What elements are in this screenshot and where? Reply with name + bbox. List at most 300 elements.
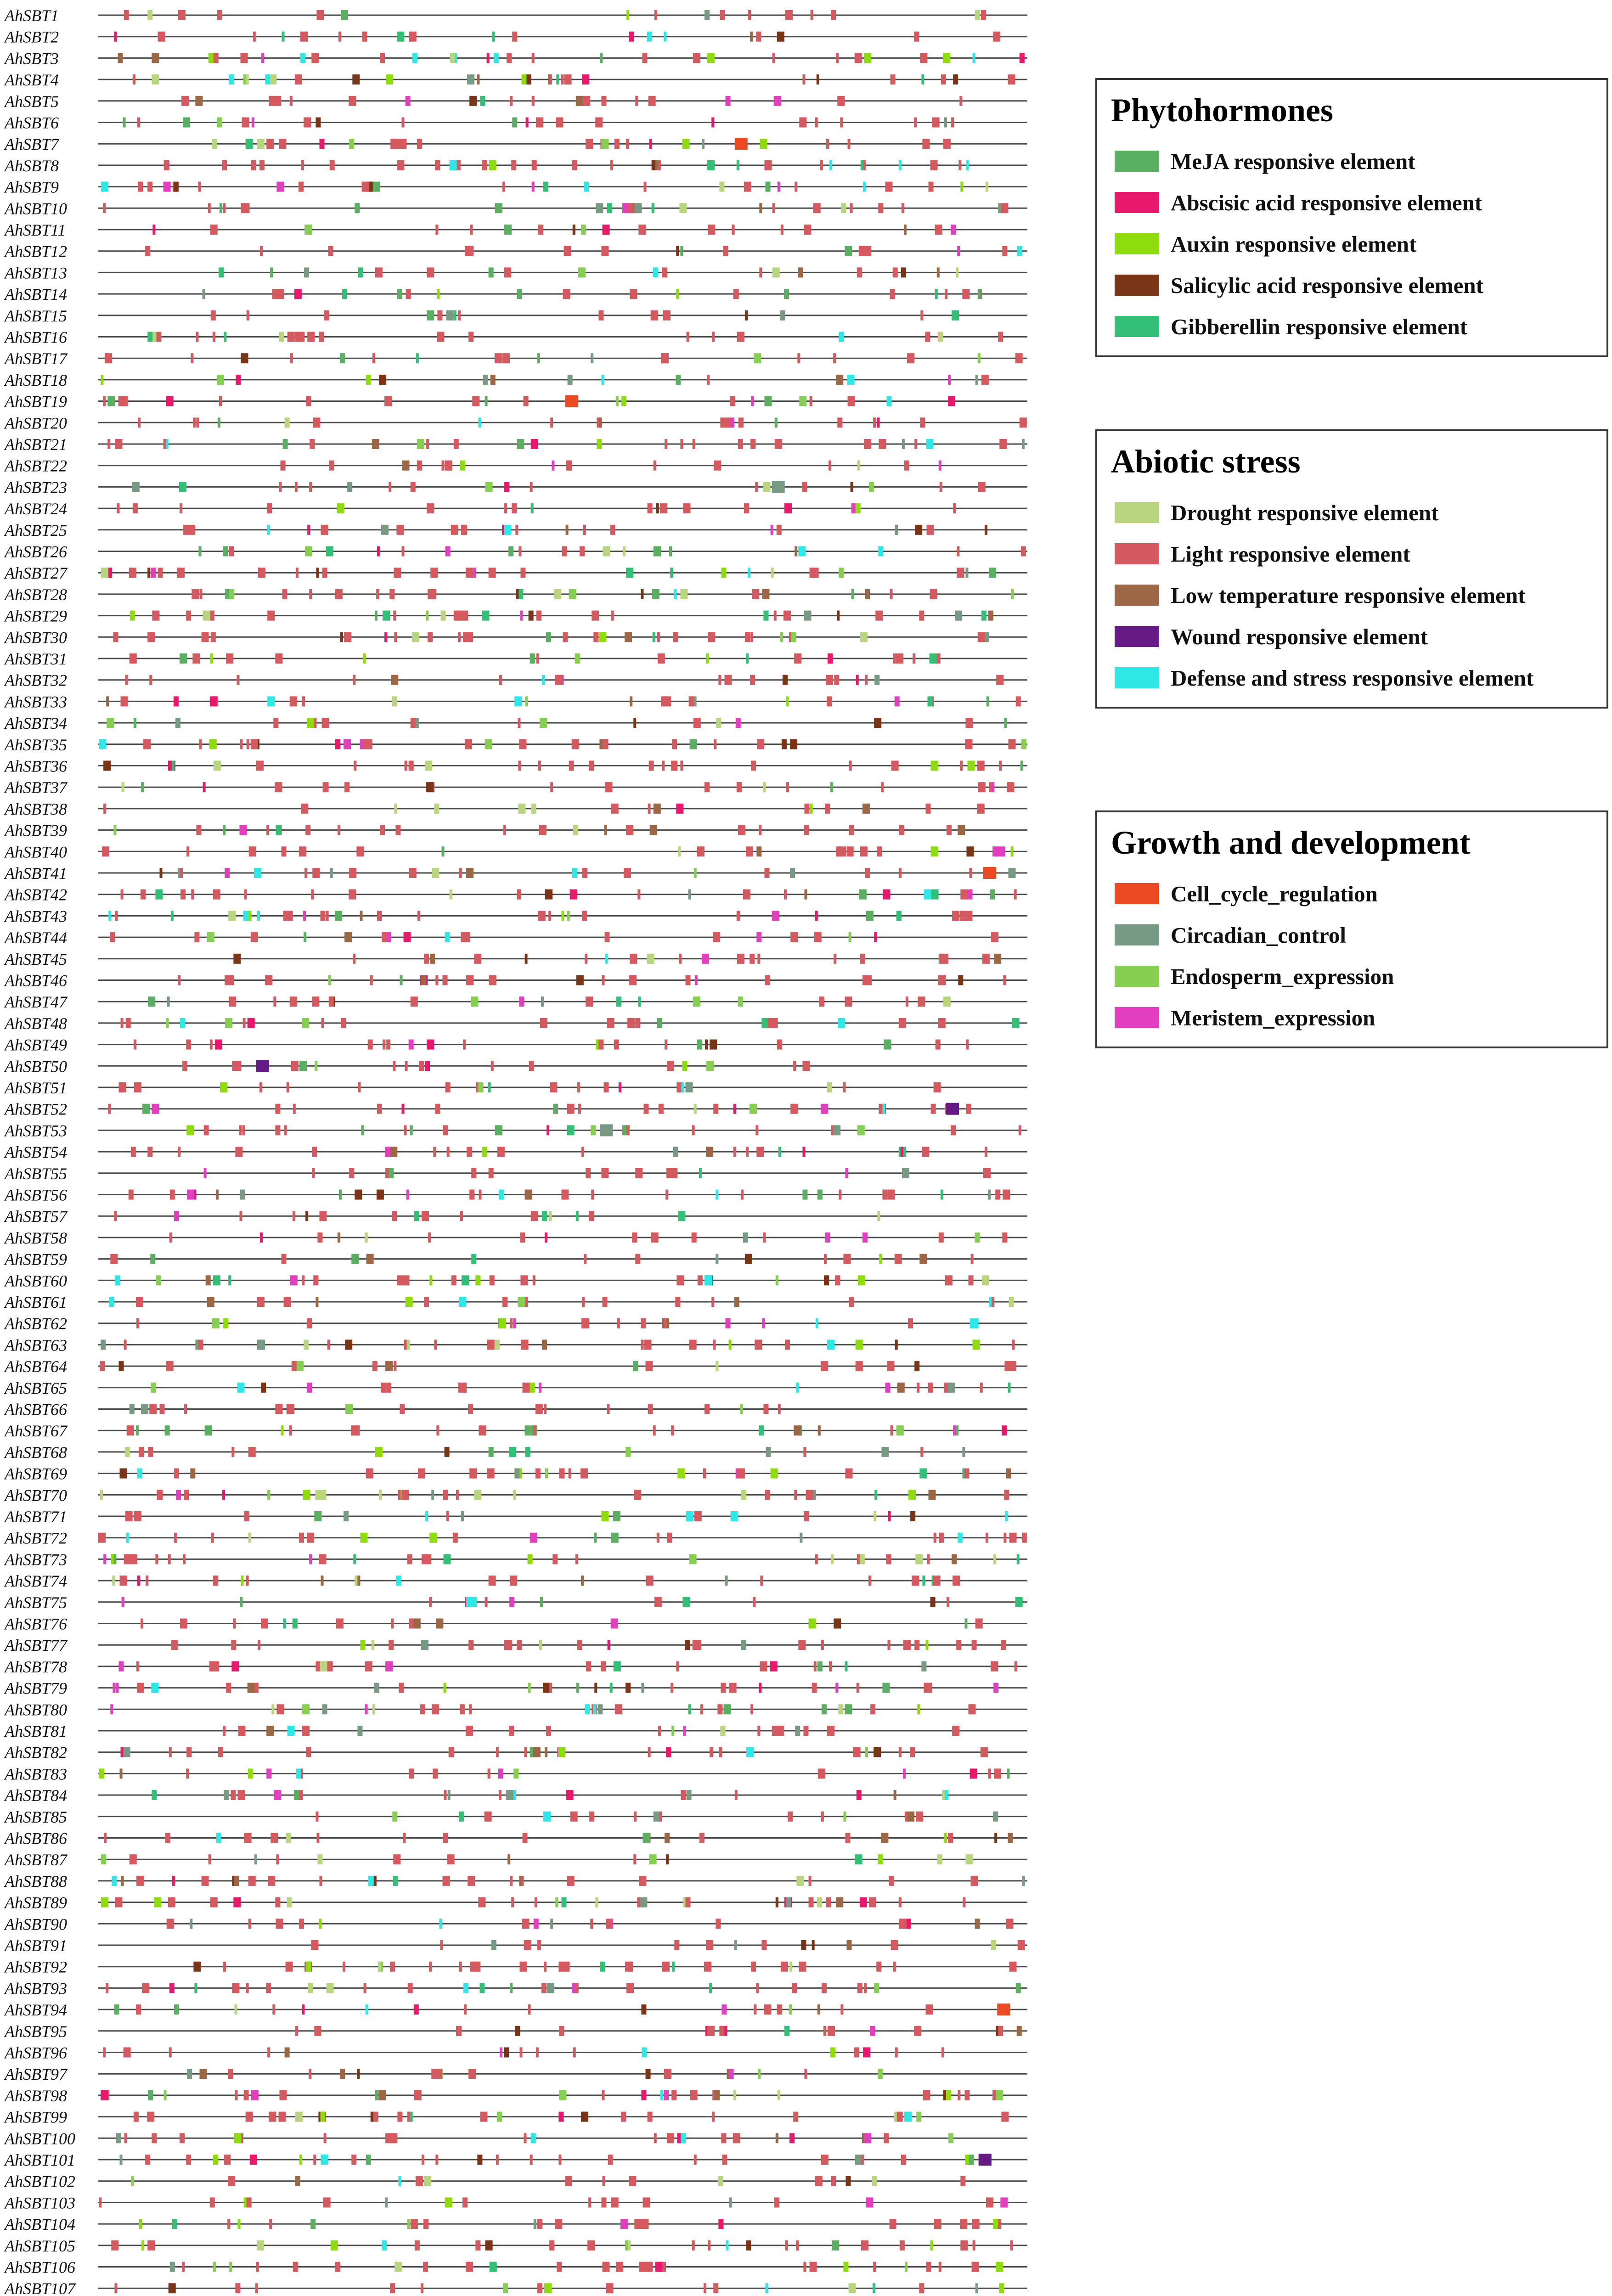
element-light (972, 2262, 979, 2272)
element-aba (789, 2133, 795, 2143)
element-light (456, 1490, 459, 1500)
gene-track-AhSBT35 (4, 736, 1027, 754)
gene-track-AhSBT8 (4, 157, 1027, 175)
element-light (865, 868, 870, 878)
element-light (275, 1104, 280, 1114)
element-meja (990, 889, 995, 900)
element-ga (896, 911, 902, 921)
element-light (759, 825, 761, 835)
element-light (198, 182, 201, 192)
gene-label: AhSBT79 (5, 1679, 68, 1698)
gene-track-AhSBT92 (4, 1958, 1027, 1976)
element-light (411, 718, 416, 728)
element-auxin (101, 375, 103, 385)
element-defense (653, 267, 658, 277)
element-aba (1020, 53, 1025, 63)
gene-label: AhSBT59 (5, 1250, 68, 1269)
element-light (384, 396, 392, 406)
element-endosperm (1011, 589, 1014, 599)
element-lowtemp (706, 1147, 713, 1157)
element-light (421, 2283, 423, 2293)
element-light (896, 653, 903, 664)
element-auxin (858, 1275, 865, 1285)
element-light (108, 1104, 111, 1114)
element-light (272, 289, 277, 299)
element-light (168, 1897, 175, 1908)
element-endosperm (296, 1361, 304, 1371)
element-light (719, 2026, 724, 2036)
element-light (258, 568, 265, 578)
element-light (811, 10, 813, 20)
element-meristem (778, 182, 780, 192)
element-light (986, 1533, 988, 1543)
element-light (510, 1576, 517, 1586)
element-aba (425, 1061, 430, 1071)
element-light (413, 2219, 418, 2229)
element-light (573, 2048, 576, 2058)
element-light (480, 2112, 487, 2122)
element-light (966, 1104, 971, 1114)
element-light (617, 1318, 620, 1328)
element-light (499, 1790, 502, 1800)
element-lowtemp (904, 225, 907, 235)
element-defense (1017, 246, 1022, 256)
element-light (353, 954, 355, 964)
element-light (607, 1018, 614, 1028)
element-defense (398, 2176, 401, 2186)
element-light (818, 1768, 825, 1778)
element-light (663, 2262, 666, 2272)
element-endosperm (497, 2112, 502, 2122)
gene-track-AhSBT90 (4, 1915, 1027, 1933)
element-drought (680, 589, 688, 599)
element-auxin (729, 1339, 732, 1350)
element-drought (379, 1490, 382, 1500)
element-light (822, 1983, 827, 1993)
element-light (499, 675, 502, 685)
element-light (231, 1790, 236, 1800)
element-drought (228, 911, 236, 921)
element-endosperm (616, 396, 619, 406)
element-ga (416, 353, 419, 363)
element-drought (308, 1983, 313, 1993)
gene-tracks (4, 6, 1027, 2296)
element-meja (148, 2090, 153, 2100)
element-light (831, 2176, 836, 2186)
element-light (146, 1576, 148, 1586)
gene-track-AhSBT50 (4, 1057, 1027, 1075)
gene-label: AhSBT27 (5, 564, 68, 583)
gene-label: AhSBT43 (5, 907, 68, 926)
element-sa (626, 1683, 631, 1693)
element-light (180, 503, 182, 513)
element-light (934, 1082, 941, 1092)
element-aba (1002, 1425, 1007, 1435)
element-endosperm (212, 1318, 220, 1328)
element-light (546, 1726, 551, 1736)
element-drought (287, 1897, 292, 1908)
element-light (368, 1040, 373, 1050)
element-circadian (998, 203, 1001, 213)
element-lowtemp (1006, 1469, 1011, 1479)
element-light (451, 1275, 457, 1285)
element-sa (379, 375, 386, 385)
element-light (843, 1254, 851, 1264)
element-light (693, 1640, 698, 1650)
element-defense (267, 696, 275, 706)
element-meja (978, 289, 981, 299)
element-endosperm (649, 1854, 657, 1864)
element-ga (531, 503, 534, 513)
element-light (692, 2240, 695, 2251)
element-light (737, 332, 744, 342)
element-auxin (621, 396, 626, 406)
element-defense (829, 160, 832, 170)
element-meja (375, 2090, 378, 2100)
element-light (370, 975, 373, 985)
element-endosperm (591, 1125, 596, 1135)
element-meristem (774, 96, 781, 106)
element-light (449, 1747, 454, 1757)
element-auxin (406, 1297, 413, 1307)
element-lowtemp (776, 2133, 778, 2143)
element-endosperm (791, 632, 796, 642)
gene-label: AhSBT33 (5, 692, 68, 711)
element-defense (101, 182, 108, 192)
element-auxin (366, 375, 371, 385)
element-light (105, 353, 112, 363)
gene-track-AhSBT18 (4, 371, 1027, 389)
legend-item-endosperm (1111, 956, 1606, 997)
gene-label: AhSBT66 (5, 1400, 68, 1419)
element-light (973, 2240, 975, 2251)
element-light (192, 589, 199, 599)
element-drought (434, 804, 439, 814)
element-light (654, 1597, 662, 1607)
element-light (469, 1190, 474, 1200)
element-ga (194, 1983, 197, 1993)
element-defense (664, 32, 666, 42)
element-auxin (993, 2219, 998, 2229)
element-light (945, 1275, 953, 1285)
element-auxin (706, 653, 709, 664)
element-lowtemp (390, 1147, 397, 1157)
element-light (129, 1190, 134, 1200)
element-aba (250, 2155, 257, 2165)
element-light (710, 632, 713, 642)
element-meja (576, 1683, 579, 1693)
element-defense (796, 1383, 799, 1393)
element-aba (877, 417, 879, 428)
element-light (519, 1962, 527, 1972)
element-light (405, 1061, 408, 1071)
element-light (810, 2262, 817, 2272)
element-aba (427, 1040, 434, 1050)
element-light (200, 589, 203, 599)
element-circadian (641, 1683, 644, 1693)
element-light (994, 1768, 1001, 1778)
element-light (680, 761, 683, 771)
element-light (804, 2069, 807, 2079)
element-light (136, 2004, 141, 2015)
gene-label: AhSBT85 (5, 1807, 68, 1826)
element-circadian (790, 868, 795, 878)
element-meristem (500, 2048, 502, 2058)
element-lowtemp (207, 1297, 214, 1307)
element-light (466, 568, 473, 578)
legend-label: Salicylic acid responsive element (1171, 272, 1483, 298)
element-circadian (716, 1254, 718, 1264)
element-light (160, 1404, 165, 1414)
element-meristem (261, 53, 264, 63)
element-light (561, 74, 564, 84)
legend-label: Gibberellin responsive element (1171, 314, 1468, 339)
element-light (663, 310, 671, 321)
element-auxin (996, 2262, 1003, 2272)
gene-track-AhSBT60 (4, 1272, 1027, 1290)
element-light (702, 846, 705, 856)
element-light (231, 1447, 234, 1457)
element-light (703, 1469, 706, 1479)
element-lowtemp (975, 1919, 980, 1929)
element-aba (582, 74, 589, 84)
element-light (458, 310, 461, 321)
element-light (781, 1962, 788, 1972)
element-auxin (303, 1490, 310, 1500)
element-meristem (756, 932, 761, 942)
element-meja (530, 653, 535, 664)
element-light (778, 1404, 781, 1414)
gene-track-AhSBT11 (4, 221, 1027, 239)
element-light (156, 332, 161, 342)
element-drought (203, 611, 210, 621)
element-light (814, 932, 822, 942)
gene-track-AhSBT15 (4, 307, 1027, 325)
element-light (861, 2240, 868, 2251)
element-meja (141, 782, 144, 792)
element-aba (641, 2090, 646, 2100)
element-light (629, 2176, 636, 2186)
element-auxin (154, 1897, 161, 1908)
element-circadian (224, 1790, 229, 1800)
gene-label: AhSBT2 (5, 28, 59, 46)
element-circadian (203, 289, 205, 299)
element-light (923, 2090, 930, 2100)
element-light (133, 503, 138, 513)
element-drought (214, 761, 221, 771)
element-meja (400, 975, 402, 985)
element-aba (233, 1897, 241, 1908)
element-light (586, 1168, 591, 1178)
element-light (306, 1747, 311, 1757)
element-ga (283, 1619, 286, 1629)
element-light (416, 2176, 423, 2186)
element-sa (426, 782, 434, 792)
element-circadian (461, 1511, 464, 1521)
element-light (919, 2283, 924, 2293)
element-light (901, 2155, 906, 2165)
element-lowtemp (865, 589, 870, 599)
element-ga (626, 568, 633, 578)
element-light (723, 417, 730, 428)
gene-label: AhSBT23 (5, 478, 68, 497)
element-circadian (385, 2197, 388, 2207)
element-light (601, 96, 606, 106)
element-light (661, 696, 666, 706)
element-light (641, 1318, 646, 1328)
element-light (549, 74, 552, 84)
legend-abiotic-stress (1095, 429, 1608, 709)
gene-label: AhSBT54 (5, 1143, 68, 1162)
element-meristem (152, 1104, 159, 1114)
element-endosperm (101, 1854, 106, 1864)
element-meja (113, 1554, 116, 1564)
element-light (138, 417, 141, 428)
element-light (358, 1082, 361, 1092)
element-auxin (360, 1640, 365, 1650)
element-circadian (988, 1190, 991, 1200)
element-light (723, 246, 728, 256)
element-endosperm (328, 975, 331, 985)
element-light (479, 1425, 486, 1435)
element-light (229, 975, 234, 985)
element-meristem (113, 1683, 115, 1693)
element-circadian (833, 1125, 840, 1135)
element-circadian (640, 1897, 647, 1908)
element-light (468, 1876, 475, 1886)
legend-label: Defense and stress responsive element (1171, 665, 1534, 691)
element-light (266, 139, 274, 149)
element-endosperm (302, 1704, 310, 1714)
element-light (511, 160, 516, 170)
legend-title: Phytohormones (1111, 92, 1333, 129)
element-light (765, 975, 770, 985)
element-light (163, 439, 166, 449)
element-light (502, 1297, 507, 1307)
element-auxin (786, 696, 789, 706)
element-light (191, 889, 194, 900)
element-light (180, 1619, 187, 1629)
element-light (224, 2155, 229, 2165)
gene-label: AhSBT81 (5, 1722, 68, 1740)
element-light (998, 2026, 1003, 2036)
element-circadian (993, 1812, 998, 1822)
element-light (558, 2155, 561, 2165)
element-light (478, 1897, 485, 1908)
element-defense (412, 53, 417, 63)
gene-track-AhSBT61 (4, 1293, 1027, 1311)
element-ga (482, 611, 489, 621)
element-auxin (99, 1768, 104, 1778)
element-meristem (266, 1768, 271, 1778)
element-light (948, 1833, 953, 1843)
element-meristem (309, 1554, 312, 1564)
element-light (164, 160, 169, 170)
element-light (823, 2026, 826, 2036)
element-light (873, 417, 876, 428)
element-sa (746, 2240, 751, 2251)
element-light (502, 353, 510, 363)
element-circadian (921, 1661, 926, 1671)
element-light (351, 2155, 356, 2165)
element-light (426, 439, 429, 449)
element-light (706, 1940, 713, 1950)
element-meristem (116, 1683, 118, 1693)
element-auxin (337, 503, 344, 513)
element-light (815, 2176, 823, 2186)
element-light (611, 611, 614, 621)
element-light (402, 118, 405, 128)
element-light (572, 160, 577, 170)
element-ga (492, 32, 495, 42)
element-light (335, 589, 343, 599)
element-light (524, 2133, 527, 2143)
element-light (611, 2197, 619, 2207)
element-light (692, 1232, 697, 1243)
legend-label: MeJA responsive element (1171, 148, 1415, 174)
element-light (487, 1339, 495, 1350)
element-light (628, 1962, 633, 1972)
element-light (338, 32, 341, 42)
element-light (242, 203, 250, 213)
element-light (707, 375, 710, 385)
element-light (427, 267, 434, 277)
element-meristem (385, 1147, 390, 1157)
element-light (381, 1383, 386, 1393)
element-meja (310, 2219, 316, 2229)
element-light (840, 2004, 843, 2015)
element-light (464, 2004, 467, 2015)
element-circadian (431, 1490, 434, 1500)
element-light (134, 1511, 141, 1521)
element-sa (633, 718, 636, 728)
element-ga (459, 1812, 464, 1822)
element-ga (179, 482, 186, 492)
element-light (850, 203, 853, 213)
gene-label: AhSBT56 (5, 1186, 68, 1204)
element-light (445, 461, 452, 471)
gene-track-AhSBT88 (4, 1872, 1027, 1891)
gene-track-AhSBT84 (4, 1786, 1027, 1805)
element-light (595, 118, 603, 128)
element-light (737, 954, 744, 964)
element-circadian (254, 1854, 257, 1864)
element-defense (366, 2004, 368, 2015)
element-endosperm (878, 2069, 883, 2079)
element-drought (327, 1983, 334, 1993)
element-light (417, 139, 422, 149)
element-light (465, 739, 472, 749)
element-meristem (866, 2197, 873, 2207)
element-defense (839, 332, 844, 342)
element-light (196, 332, 198, 342)
element-light (849, 761, 852, 771)
element-light (307, 1318, 312, 1328)
element-endosperm (869, 482, 874, 492)
element-circadian (800, 1533, 802, 1543)
gene-label: AhSBT50 (5, 1057, 68, 1076)
element-lowtemp (897, 1383, 905, 1393)
legend-item-lowtemp (1111, 574, 1606, 616)
element-light (537, 2283, 542, 2293)
element-meja (764, 396, 772, 406)
element-circadian (344, 1511, 349, 1521)
element-light (763, 1232, 766, 1243)
element-light (471, 1168, 476, 1178)
element-light (940, 954, 942, 964)
element-light (843, 1082, 845, 1092)
element-light (204, 1125, 209, 1135)
